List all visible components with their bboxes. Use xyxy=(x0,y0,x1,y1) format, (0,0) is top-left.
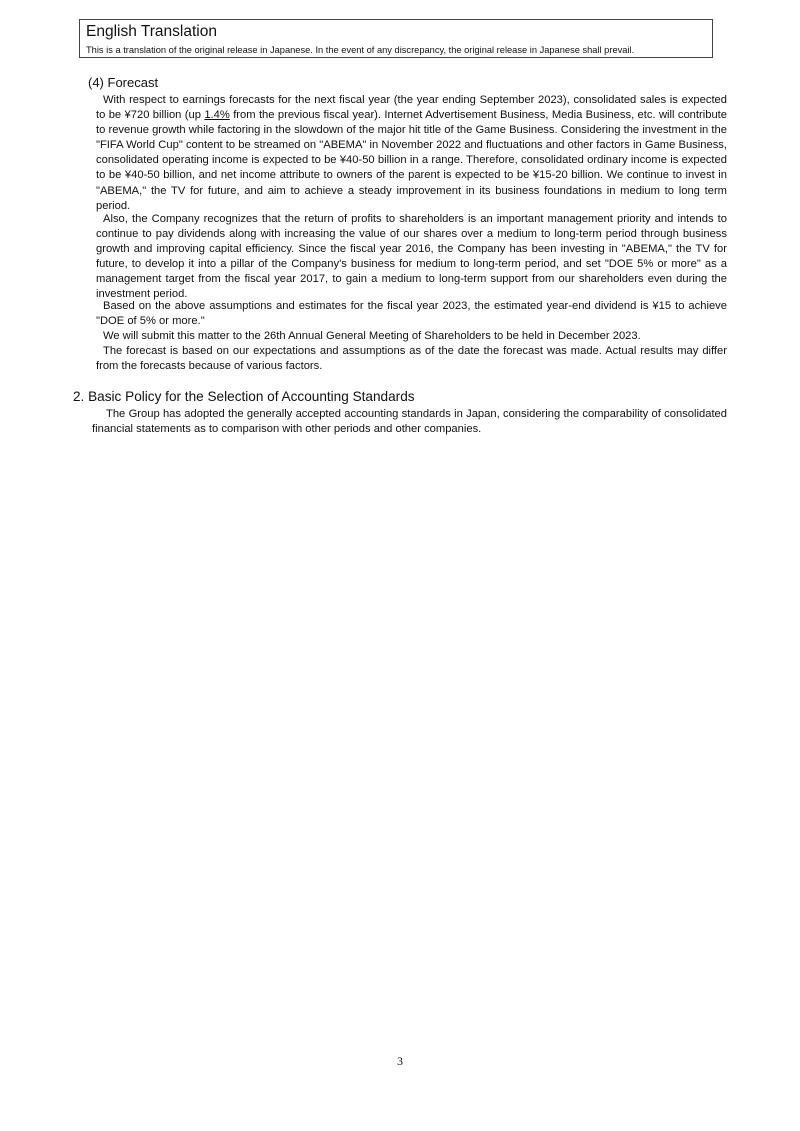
forecast-paragraph-5 xyxy=(96,344,727,374)
forecast-heading: (4) Forecast xyxy=(88,75,159,90)
forecast-p5-text: The forecast is based on our expectations and assumptions as of the date the forecast was made. Actual results may differ from the forecasts because of various factors. xyxy=(96,345,727,373)
translation-banner xyxy=(79,19,713,58)
forecast-p3-text: Based on the above assumptions and estimates for the fiscal year 2023, the estimated year-end dividend is ¥15 to achieve "DOE of 5% or more." xyxy=(96,300,727,328)
forecast-p1-part-b: from the previous fiscal year). Internet Advertisement Business, Media Business, etc. will contribute to revenue growth while factoring in the slowdown of the major hit title of the Game Business. Considering the investment in the "FIFA World Cup" content to be streamed on "ABEMA" in November 2022 and fluctuations and other factors in Game Business, consolidated operating income is expected to be ¥40-50 billion in a range. Therefore, consolidated ordinary income is expected to be ¥40-50 billion, and net income attribute to owners of the parent is expected to be ¥15-20 billion. We continue to invest in "ABEMA," the TV for future, and aim to achieve a steady improvement in its business foundations in medium to long term period. xyxy=(96,109,728,212)
policy-p1-text: The Group has adopted the generally accepted accounting standards in Japan, considering the comparability of consolidated financial statements as to comparison with other periods and other companies. xyxy=(92,408,727,436)
forecast-p2-text: Also, the Company recognizes that the return of profits to shareholders is an important management priority and intends to continue to pay dividends along with increasing the value of our shares over a medium to long-term period through business growth and improving capital efficiency. Since the fiscal year 2016, the Company has been investing in "ABEMA," the TV for future, to develop it into a pillar of the Company's business for medium to long-term period, and set "DOE 5% or more" as a management target from the fiscal year 2017, to gain a medium to long-term support from our shareholders even during the investment period. xyxy=(96,213,727,301)
forecast-paragraph-4 xyxy=(96,329,727,344)
policy-heading: 2. Basic Policy for the Selection of Accounting Standards xyxy=(73,389,415,404)
forecast-p1-part-a: With respect to earnings forecasts for the next fiscal year (the year ending September 2023), consolidated sales is expected to be ¥720 billion (up xyxy=(96,94,727,122)
banner-title: English Translation xyxy=(86,23,217,40)
forecast-paragraph-1 xyxy=(96,93,727,214)
forecast-p4-text: We will submit this matter to the 26th Annual General Meeting of Shareholders to be held in December 2023. xyxy=(103,330,641,342)
policy-paragraph xyxy=(92,407,727,437)
sales-growth-percent: 1.4% xyxy=(204,109,230,122)
forecast-paragraph-2 xyxy=(96,212,727,303)
banner-note: This is a translation of the original release in Japanese. In the event of any discrepancy, the original release in Japanese shall prevail. xyxy=(86,45,635,55)
forecast-paragraph-3 xyxy=(96,299,727,329)
page-number: 3 xyxy=(397,1054,403,1068)
